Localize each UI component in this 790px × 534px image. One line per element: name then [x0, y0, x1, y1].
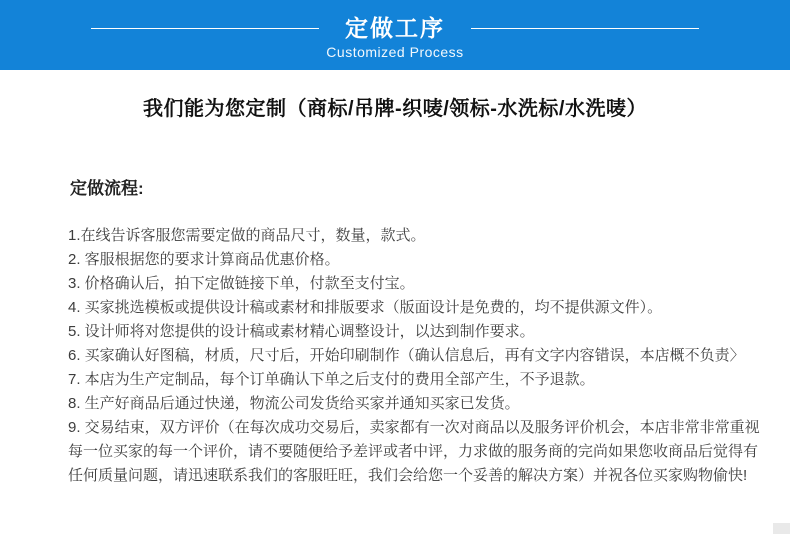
page-heading: 我们能为您定制（商标/吊牌-织唛/领标-水洗标/水洗唛）: [143, 98, 647, 120]
corner-notch: [773, 523, 790, 534]
process-steps: [68, 224, 760, 488]
banner-divider-right: [471, 28, 699, 29]
banner-title-row: [0, 16, 790, 41]
process-step: 5. 设计师将对您提供的设计稿或素材精心调整设计，以达到制作要求。: [68, 323, 535, 340]
banner: [0, 0, 790, 70]
banner-title: 定做工序: [345, 15, 445, 41]
process-step: 8. 生产好商品后通过快递，物流公司发货给买家并通知买家已发货。: [68, 395, 520, 412]
process-step: 4. 买家挑选模板或提供设计稿或素材和排版要求（版面设计是免费的，均不提供源文件）。: [68, 299, 663, 316]
section-label: 定做流程:: [70, 179, 144, 198]
process-step: 6. 买家确认好图稿，材质，尺寸后，开始印刷制作（确认信息后，再有文字内容错误，本店概不负责〉: [68, 347, 745, 364]
process-step: 3. 价格确认后，拍下定做链接下单，付款至支付宝。: [68, 275, 415, 292]
process-step: 9. 交易结束，双方评价（在每次成功交易后，卖家都有一次对商品以及服务评价机会，本店非常非常重视每一位买家的每一个评价，请不要随便给予差评或者中评，力求做的服务商的完尚如果您收商品后觉得有任何质量问题，请迅速联系我们的客服旺旺，我们会给您一个妥善的解决方案）并祝各位买家购物偷快!: [68, 419, 760, 484]
process-step: 7. 本店为生产定制品，每个订单确认下单之后支付的费用全部产生，不予退款。: [68, 371, 595, 388]
banner-divider-left: [91, 28, 319, 29]
process-step: 1.在线告诉客服您需要定做的商品尺寸，数量，款式。: [68, 227, 426, 244]
process-step: 2. 客服根据您的要求计算商品优惠价格。: [68, 251, 340, 268]
banner-subtitle: Customized Process: [326, 44, 464, 61]
